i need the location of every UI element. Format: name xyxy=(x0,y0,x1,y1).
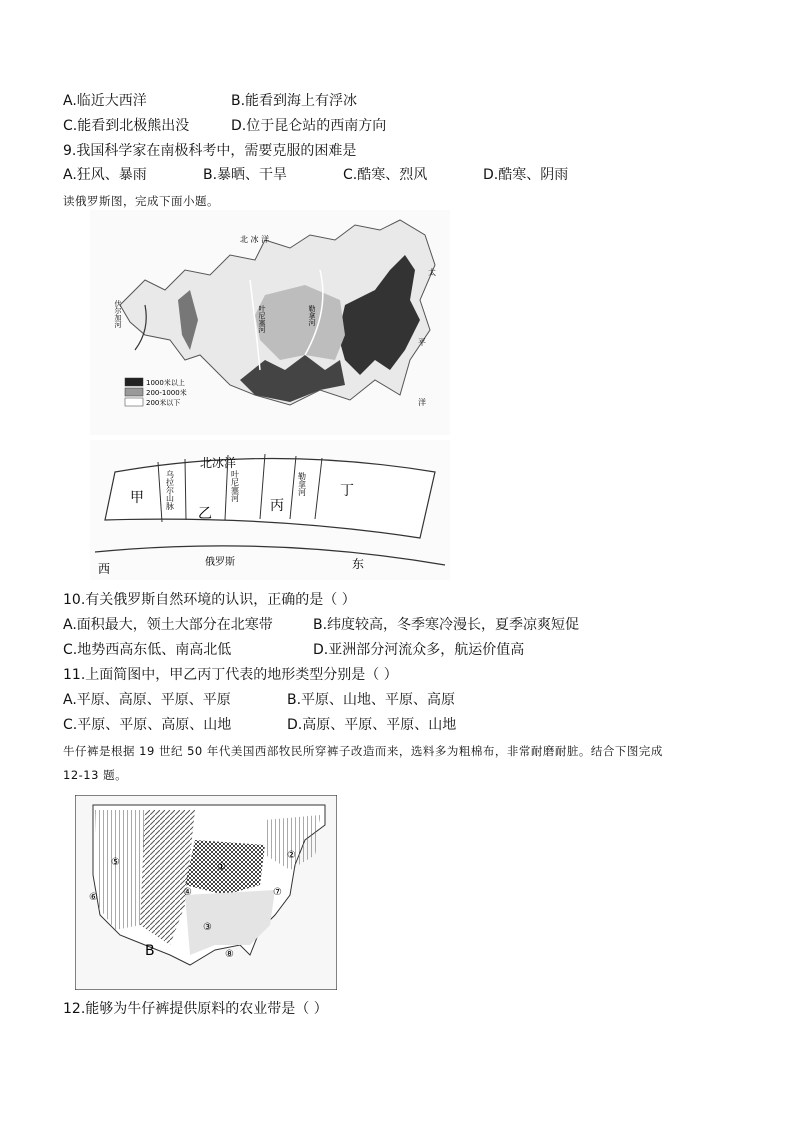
label-yenisei: 叶尼塞河 xyxy=(258,305,266,333)
label-3: ③ xyxy=(203,922,212,933)
russia-profile-diagram xyxy=(90,440,450,580)
region-west-mountains xyxy=(95,810,145,930)
q9-option-c: C.酷寒、烈风 xyxy=(343,167,428,183)
label-8: ⑧ xyxy=(225,949,234,960)
label-2: ② xyxy=(287,850,296,861)
legend-3: 200米以下 xyxy=(146,399,181,407)
q11-option-d: D.高原、平原、平原、山地 xyxy=(287,717,457,733)
profile-arctic: 北冰洋 xyxy=(200,456,237,470)
q12-stem: 12.能够为牛仔裤提供原料的农业带是（ ） xyxy=(63,1001,328,1017)
q9-option-d: D.酷寒、阴雨 xyxy=(483,167,569,183)
label-4: ④ xyxy=(183,887,192,898)
label-5: ⑤ xyxy=(111,857,120,868)
profile-yi: 乙 xyxy=(198,506,212,522)
profile-ding: 丁 xyxy=(340,483,354,499)
legend-1: 1000米以上 xyxy=(146,379,185,387)
q11-stem: 11.上面简图中，甲乙丙丁代表的地形类型分别是（ ） xyxy=(63,667,398,683)
profile-east: 东 xyxy=(352,557,365,571)
q10-option-c: C.地势西高东低、南高北低 xyxy=(63,642,232,658)
q9-stem: 9.我国科学家在南极科考中，需要克服的困难是 xyxy=(63,143,357,159)
q8-option-b: B.能看到海上有浮冰 xyxy=(231,93,358,109)
legend-2: 200-1000米 xyxy=(146,389,187,397)
profile-jia: 甲 xyxy=(130,490,144,506)
q11-option-a: A.平原、高原、平原、平原 xyxy=(63,692,231,708)
q8-option-a: A.临近大西洋 xyxy=(63,93,147,109)
label-volga: 伏尔加河 xyxy=(114,300,122,328)
q10-option-d: D.亚洲部分河流众多，航运价值高 xyxy=(313,642,525,658)
intro-jeans-line1: 牛仔裤是根据 19 世纪 50 年代美国西部牧民所穿裤子改造而来，选料多为粗棉布，非常耐磨耐脏。结合下图完成 xyxy=(63,744,663,758)
profile-lena: 勒拿河 xyxy=(297,472,307,496)
q9-option-a: A.狂风、暴雨 xyxy=(63,167,147,183)
label-pacific-3: 洋 xyxy=(418,398,426,407)
q11-option-c: C.平原、平原、高原、山地 xyxy=(63,717,232,733)
label-6: ⑥ xyxy=(89,892,98,903)
q11-option-b: B.平原、山地、平原、高原 xyxy=(287,692,456,708)
q10-option-a: A.面积最大，领土大部分在北寒带 xyxy=(63,617,273,633)
profile-ural: 乌拉尔山脉 xyxy=(165,470,175,510)
russia-map xyxy=(90,210,450,435)
profile-russia: 俄罗斯 xyxy=(205,557,235,568)
label-pacific-2: 平 xyxy=(418,338,426,347)
q10-stem: 10.有关俄罗斯自然环境的认识，正确的是（ ） xyxy=(63,592,356,608)
label-7: ⑦ xyxy=(273,887,282,898)
label-b: B xyxy=(145,943,155,959)
label-1: ① xyxy=(217,862,226,873)
profile-west: 西 xyxy=(98,562,111,576)
q9-option-b: B.暴晒、干旱 xyxy=(203,167,288,183)
usa-agri-map xyxy=(75,795,337,990)
q10-option-b: B.纬度较高，冬季寒冷漫长，夏季凉爽短促 xyxy=(313,617,580,633)
label-pacific-1: 太 xyxy=(428,268,436,277)
intro-russia: 读俄罗斯图，完成下面小题。 xyxy=(63,194,219,208)
q8-option-d: D.位于昆仑站的西南方向 xyxy=(231,118,387,134)
profile-bing: 丙 xyxy=(270,498,284,514)
label-lena: 勒拿河 xyxy=(308,305,316,326)
q8-option-c: C.能看到北极熊出没 xyxy=(63,118,190,134)
profile-yenisei: 叶尼塞河 xyxy=(230,470,240,502)
map-legend xyxy=(125,378,187,407)
intro-jeans-line2: 12-13 题。 xyxy=(63,768,128,782)
label-arctic: 北 冰 洋 xyxy=(240,235,270,244)
